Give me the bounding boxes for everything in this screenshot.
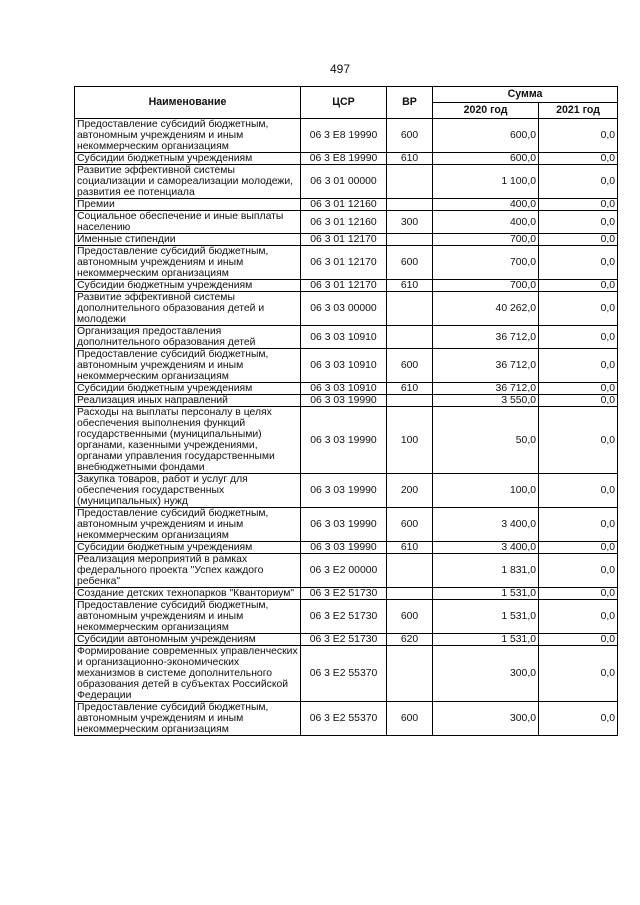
row-sum-2020: 400,0 [433,211,539,234]
row-sum-2020: 700,0 [433,234,539,246]
row-csr: 06 3 03 10910 [301,349,387,383]
table-row [75,395,618,407]
table-row [75,407,618,474]
row-sum-2020: 36 712,0 [433,326,539,349]
table-row [75,165,618,199]
row-csr: 06 3 01 12160 [301,199,387,211]
table-row [75,600,618,634]
row-csr: 06 3 03 19990 [301,474,387,508]
row-vr: 600 [387,702,433,736]
row-sum-2020: 100,0 [433,474,539,508]
row-vr [387,588,433,600]
row-sum-2020: 1 531,0 [433,588,539,600]
page-number: 497 [329,62,351,76]
row-sum-2021: 0,0 [539,292,618,326]
row-vr: 600 [387,246,433,280]
row-csr: 06 3 03 19990 [301,542,387,554]
row-sum-2021: 0,0 [539,349,618,383]
table-row [75,383,618,395]
row-name: Предоставление субсидий бюджетным, автономным учреждениям и иным некоммерческим организациям [75,600,301,634]
row-sum-2021: 0,0 [539,234,618,246]
row-sum-2021: 0,0 [539,646,618,702]
table-row [75,326,618,349]
row-name: Субсидии бюджетным учреждениям [75,280,301,292]
row-sum-2021: 0,0 [539,246,618,280]
row-sum-2021: 0,0 [539,153,618,165]
row-sum-2020: 700,0 [433,280,539,292]
row-csr: 06 3 01 12170 [301,246,387,280]
table-row [75,702,618,736]
row-name: Предоставление субсидий бюджетным, автономным учреждениям и иным некоммерческим организациям [75,702,301,736]
table-row [75,199,618,211]
row-name: Именные стипендии [75,234,301,246]
row-vr: 610 [387,280,433,292]
row-name: Закупка товаров, работ и услуг для обеспечения государственных (муниципальных) нужд [75,474,301,508]
header-sum: Сумма [433,87,618,103]
row-sum-2020: 1 531,0 [433,600,539,634]
table-row [75,474,618,508]
row-name: Премии [75,199,301,211]
row-sum-2021: 0,0 [539,508,618,542]
table-row [75,119,618,153]
table-row [75,634,618,646]
row-sum-2021: 0,0 [539,199,618,211]
row-csr: 06 3 E8 19990 [301,119,387,153]
row-sum-2020: 1 100,0 [433,165,539,199]
row-csr: 06 3 E2 51730 [301,588,387,600]
table-row [75,292,618,326]
row-sum-2020: 36 712,0 [433,349,539,383]
row-vr [387,646,433,702]
row-csr: 06 3 01 12170 [301,280,387,292]
row-name: Расходы на выплаты персоналу в целях обеспечения выполнения функций государственными (муниципальными) органами, казенными учреждениями, органами управления государственными внебюджетными фондами [75,407,301,474]
row-csr: 06 3 03 10910 [301,326,387,349]
row-name: Формирование современных управленческих и организационно-экономических механизмов в системе дополнительного образования детей в субъектах Российской Федерации [75,646,301,702]
row-sum-2021: 0,0 [539,702,618,736]
row-sum-2021: 0,0 [539,634,618,646]
table-row [75,349,618,383]
row-sum-2021: 0,0 [539,165,618,199]
table-header [75,87,618,119]
row-sum-2021: 0,0 [539,211,618,234]
row-vr: 600 [387,119,433,153]
table-body [75,119,618,736]
row-csr: 06 3 01 12160 [301,211,387,234]
row-csr: 06 3 E2 51730 [301,600,387,634]
row-sum-2020: 3 400,0 [433,542,539,554]
row-sum-2021: 0,0 [539,554,618,588]
row-sum-2021: 0,0 [539,326,618,349]
row-vr [387,234,433,246]
table-row [75,280,618,292]
row-csr: 06 3 03 19990 [301,395,387,407]
row-vr: 100 [387,407,433,474]
row-vr: 300 [387,211,433,234]
row-vr [387,395,433,407]
row-csr: 06 3 E2 55370 [301,646,387,702]
row-csr: 06 3 01 00000 [301,165,387,199]
row-sum-2020: 50,0 [433,407,539,474]
row-sum-2020: 300,0 [433,702,539,736]
row-name: Организация предоставления дополнительного образования детей [75,326,301,349]
row-sum-2020: 700,0 [433,246,539,280]
row-vr: 600 [387,508,433,542]
row-sum-2020: 300,0 [433,646,539,702]
row-name: Предоставление субсидий бюджетным, автономным учреждениям и иным некоммерческим организациям [75,508,301,542]
row-name: Субсидии бюджетным учреждениям [75,383,301,395]
row-sum-2021: 0,0 [539,383,618,395]
row-vr [387,292,433,326]
row-sum-2020: 400,0 [433,199,539,211]
row-csr: 06 3 E2 51730 [301,634,387,646]
row-csr: 06 3 E2 00000 [301,554,387,588]
row-vr: 200 [387,474,433,508]
row-name: Субсидии бюджетным учреждениям [75,153,301,165]
row-vr [387,165,433,199]
row-vr [387,199,433,211]
table-row [75,542,618,554]
row-name: Предоставление субсидий бюджетным, автономным учреждениям и иным некоммерческим организациям [75,246,301,280]
row-sum-2021: 0,0 [539,600,618,634]
row-name: Реализация мероприятий в рамках федерального проекта "Успех каждого ребенка" [75,554,301,588]
row-name: Социальное обеспечение и иные выплаты населению [75,211,301,234]
row-name: Предоставление субсидий бюджетным, автономным учреждениям и иным некоммерческим организациям [75,349,301,383]
row-vr: 620 [387,634,433,646]
header-csr: ЦСР [301,87,387,119]
row-vr [387,554,433,588]
row-sum-2020: 1 831,0 [433,554,539,588]
table-row [75,508,618,542]
row-sum-2020: 3 400,0 [433,508,539,542]
row-sum-2021: 0,0 [539,119,618,153]
row-sum-2021: 0,0 [539,474,618,508]
row-name: Субсидии автономным учреждениям [75,634,301,646]
row-sum-2021: 0,0 [539,542,618,554]
header-name: Наименование [75,87,301,119]
row-csr: 06 3 E2 55370 [301,702,387,736]
row-csr: 06 3 E8 19990 [301,153,387,165]
row-vr: 610 [387,153,433,165]
row-csr: 06 3 01 12170 [301,234,387,246]
header-year-2020: 2020 год [433,103,539,119]
row-name: Реализация иных направлений [75,395,301,407]
row-sum-2020: 40 262,0 [433,292,539,326]
row-vr: 610 [387,383,433,395]
table-row [75,153,618,165]
row-name: Субсидии бюджетным учреждениям [75,542,301,554]
row-sum-2020: 1 531,0 [433,634,539,646]
table-row [75,246,618,280]
row-csr: 06 3 03 00000 [301,292,387,326]
row-vr: 610 [387,542,433,554]
row-sum-2020: 3 550,0 [433,395,539,407]
row-vr: 600 [387,349,433,383]
row-vr [387,326,433,349]
row-sum-2021: 0,0 [539,280,618,292]
row-name: Создание детских технопарков "Кванториум" [75,588,301,600]
row-sum-2021: 0,0 [539,395,618,407]
table-row [75,588,618,600]
row-vr: 600 [387,600,433,634]
row-name: Развитие эффективной системы социализации и самореализации молодежи, развития ее потенциала [75,165,301,199]
header-year-2021: 2021 год [539,103,618,119]
row-csr: 06 3 03 19990 [301,407,387,474]
budget-table [74,86,618,736]
row-sum-2020: 600,0 [433,153,539,165]
row-name: Предоставление субсидий бюджетным, автономным учреждениям и иным некоммерческим организациям [75,119,301,153]
header-vr: ВР [387,87,433,119]
row-sum-2020: 600,0 [433,119,539,153]
table-row [75,234,618,246]
row-sum-2020: 36 712,0 [433,383,539,395]
row-csr: 06 3 03 19990 [301,508,387,542]
table-row [75,554,618,588]
table-row [75,646,618,702]
row-name: Развитие эффективной системы дополнительного образования детей и молодежи [75,292,301,326]
row-sum-2021: 0,0 [539,407,618,474]
row-sum-2021: 0,0 [539,588,618,600]
table-row [75,211,618,234]
row-csr: 06 3 03 10910 [301,383,387,395]
